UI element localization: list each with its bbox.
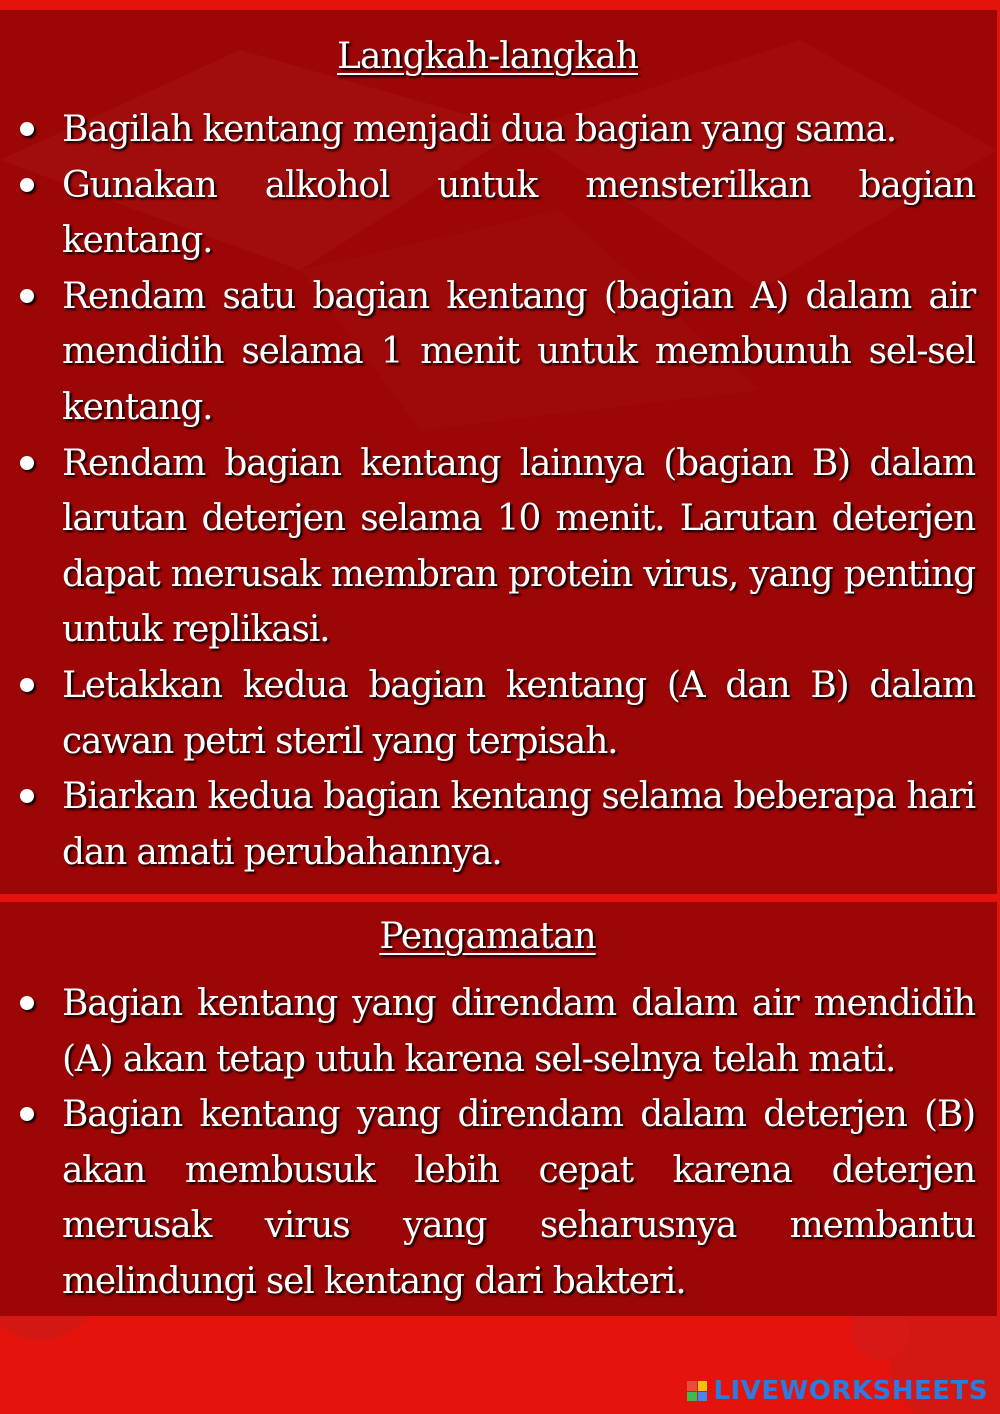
list-item: Biarkan kedua bagian kentang selama beberapa hari dan amati perubahannya. xyxy=(0,769,975,880)
bullet-icon xyxy=(20,789,34,803)
liveworksheets-watermark xyxy=(687,1376,988,1406)
list-item: Letakkan kedua bagian kentang (A dan B) dalam cawan petri steril yang terpisah. xyxy=(0,658,975,769)
list-item: Gunakan alkohol untuk mensterilkan bagian kentang. xyxy=(0,158,975,269)
bullet-icon xyxy=(20,996,34,1010)
bullet-icon xyxy=(20,289,34,303)
list-item: Bagilah kentang menjadi dua bagian yang sama. xyxy=(0,102,975,158)
bullet-icon xyxy=(20,1107,34,1121)
list-item: Rendam satu bagian kentang (bagian A) dalam air mendidih selama 1 menit untuk membunuh sel-sel kentang. xyxy=(0,269,975,436)
steps-list xyxy=(0,102,975,880)
list-item: Bagian kentang yang direndam dalam air mendidih (A) akan tetap utuh karena sel-selnya telah mati. xyxy=(0,976,975,1087)
observations-heading: Pengamatan xyxy=(379,916,596,957)
watermark-text: LIVEWORKSHEETS xyxy=(713,1376,988,1406)
steps-heading: Langkah-langkah xyxy=(337,36,638,77)
bullet-icon xyxy=(20,678,34,692)
bullet-icon xyxy=(20,122,34,136)
observations-panel xyxy=(0,902,1000,1316)
bullet-icon xyxy=(20,456,34,470)
list-item: Bagian kentang yang direndam dalam deterjen (B) akan membusuk lebih cepat karena deterjen merusak virus yang seharusnya membantu melindungi sel kentang dari bakteri. xyxy=(0,1087,975,1309)
observations-list xyxy=(0,976,975,1310)
bullet-icon xyxy=(20,178,34,192)
steps-panel xyxy=(0,10,997,894)
liveworksheets-logo-icon xyxy=(687,1381,707,1401)
list-item: Rendam bagian kentang lainnya (bagian B) dalam larutan deterjen selama 10 menit. Larutan deterjen dapat merusak membran protein virus, yang penting untuk replikasi. xyxy=(0,436,975,658)
